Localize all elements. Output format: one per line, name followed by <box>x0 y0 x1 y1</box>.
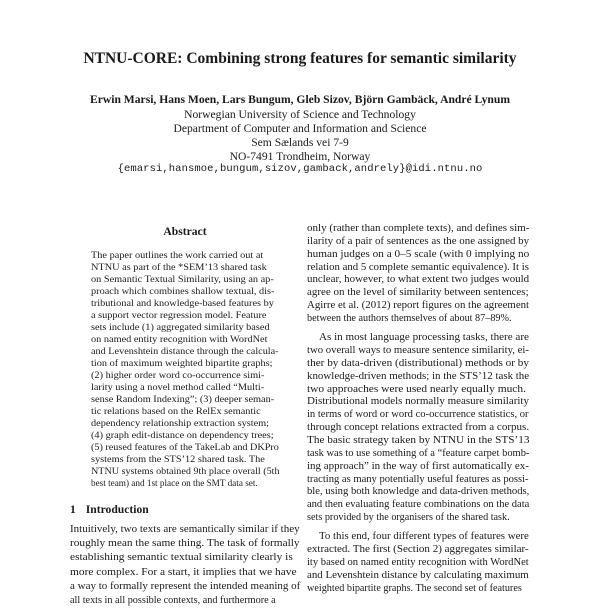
text-line: larity using a novel method called “Multi- <box>91 382 265 392</box>
text-line: task was to use something of a “feature carpet bomb- <box>307 447 530 459</box>
text-line: and then evaluating feature combinations on the data <box>307 499 530 511</box>
text-line: sense Random Indexing”; (3) deeper seman- <box>91 394 275 404</box>
section-heading-introduction <box>70 503 149 516</box>
text-line: tion of maximum weighted bipartite graphs; <box>91 358 273 368</box>
affiliation-department: Department of Computer and Information and Science <box>173 122 427 135</box>
text-line: ther by data-driven (distributional) methods or by <box>307 357 530 369</box>
author-list: Erwin Marsi, Hans Moen, Lars Bungum, Gleb Sizov, Björn Gambäck, André Lynum <box>89 93 510 106</box>
text-line: (2) higher order word co-occurrence simi- <box>91 370 265 380</box>
text-line: ing approach” in the way of first automatically ex- <box>307 460 529 472</box>
text-line: on Semantic Textual Similarity, using an ap- <box>91 274 274 284</box>
text-line: tributional and knowledge-based features by <box>91 298 274 308</box>
section-number: 1 <box>70 503 76 516</box>
text-line: extracted. The first (Section 2) aggregates similar- <box>307 544 529 556</box>
text-line: tic relations based on the RelEx semantic <box>91 406 261 416</box>
section-title: Introduction <box>85 503 149 516</box>
text-line: relation and 5 complete semantic equivalence). It is <box>307 261 529 273</box>
text-line: ity based on named entity recognition with WordNet <box>307 557 529 569</box>
text-line: more complex. For a start, it implies that we have <box>70 566 297 578</box>
text-line: unclear, however, to what extent two judges would <box>307 274 530 286</box>
text-line: two overall ways to measure sentence similarity, ei- <box>307 345 529 357</box>
text-line: ble, using both knowledge and data-driven methods, <box>307 486 530 498</box>
text-line: between the authors themselves of about 87–89%. <box>307 312 512 324</box>
text-line: As in most language processing tasks, there are <box>319 332 529 344</box>
text-line: ilarity of a pair of sentences as the one assigned by <box>307 235 530 247</box>
text-line: sets provided by the organisers of the shared task. <box>307 512 510 524</box>
text-line: The paper outlines the work carried out at <box>91 250 264 260</box>
text-line: To this end, four different types of features were <box>319 531 529 543</box>
text-line: dependency relationship extraction system; <box>91 418 270 428</box>
text-line: NTNU as part of the *SEM’13 shared task <box>91 262 267 272</box>
affiliation-street: Sem Sælands vei 7-9 <box>251 136 349 149</box>
text-line: proach which combines shallow textual, dis- <box>91 286 275 296</box>
text-line: The basic strategy taken by NTNU in the STS’13 <box>307 435 530 447</box>
text-line: all texts in all possible contexts, and furthermore a <box>70 595 276 606</box>
text-line: two approaches were used nearly equally much. <box>307 383 526 395</box>
text-line: a support vector regression model. Feature <box>91 310 267 320</box>
paper-title: NTNU-CORE: Combining strong features for semantic similarity <box>83 50 517 67</box>
text-line: tracting as many potentially useful features as possi- <box>307 473 529 485</box>
abstract-heading: Abstract <box>163 225 207 238</box>
text-line: NTNU systems obtained 9th place overall (5th <box>91 466 280 476</box>
text-line: knowledge-driven methods; in the STS’12 task the <box>307 370 530 382</box>
text-line: sets include (1) aggregated similarity based <box>91 322 270 332</box>
text-line: (4) graph edit-distance on dependency trees; <box>91 430 274 440</box>
text-line: a way to formally represent the intended meaning of <box>70 580 301 592</box>
text-line: and Levenshtein distance through the calcula- <box>91 346 279 356</box>
text-line: Agirre et al. (2012) report figures on the agreement <box>307 300 530 312</box>
text-line: roughly mean the same thing. The task of formally <box>70 538 300 550</box>
text-line: best team) and 1st place on the SMT data set. <box>91 478 258 488</box>
text-line: in terms of word or word co-occurrence statistics, or <box>307 409 529 421</box>
affiliation-university: Norwegian University of Science and Technology <box>184 108 416 121</box>
text-line: and Levenshtein distance by calculating maximum <box>307 569 529 581</box>
text-line: (5) reused features of the TakeLab and DKPro <box>91 442 279 452</box>
text-line: on named entity recognition with WordNet <box>91 334 268 344</box>
text-line: establishing semantic textual similarity clearly is <box>70 552 293 564</box>
text-line: systems from the STS’12 shared task. The <box>91 454 265 464</box>
text-line: agree on the level of similarity between sentences; <box>307 287 529 299</box>
text-line: weighted bipartite graphs. The second set of features <box>307 582 522 594</box>
text-line: only (rather than complete texts), and defines sim- <box>307 223 530 234</box>
text-line: Intuitively, two texts are semantically similar if they <box>70 524 300 535</box>
text-line: through concept relations extracted from a corpus. <box>307 422 530 434</box>
affiliation-city: NO-7491 Trondheim, Norway <box>229 150 371 163</box>
author-emails: {emarsi,hansmoe,bungum,sizov,gamback,andrely}@idi.ntnu.no <box>117 163 483 175</box>
text-line: human judges on a 0–5 scale (with 0 implying no <box>307 248 530 260</box>
text-line: Distributional models normally measure similarity <box>307 396 529 408</box>
